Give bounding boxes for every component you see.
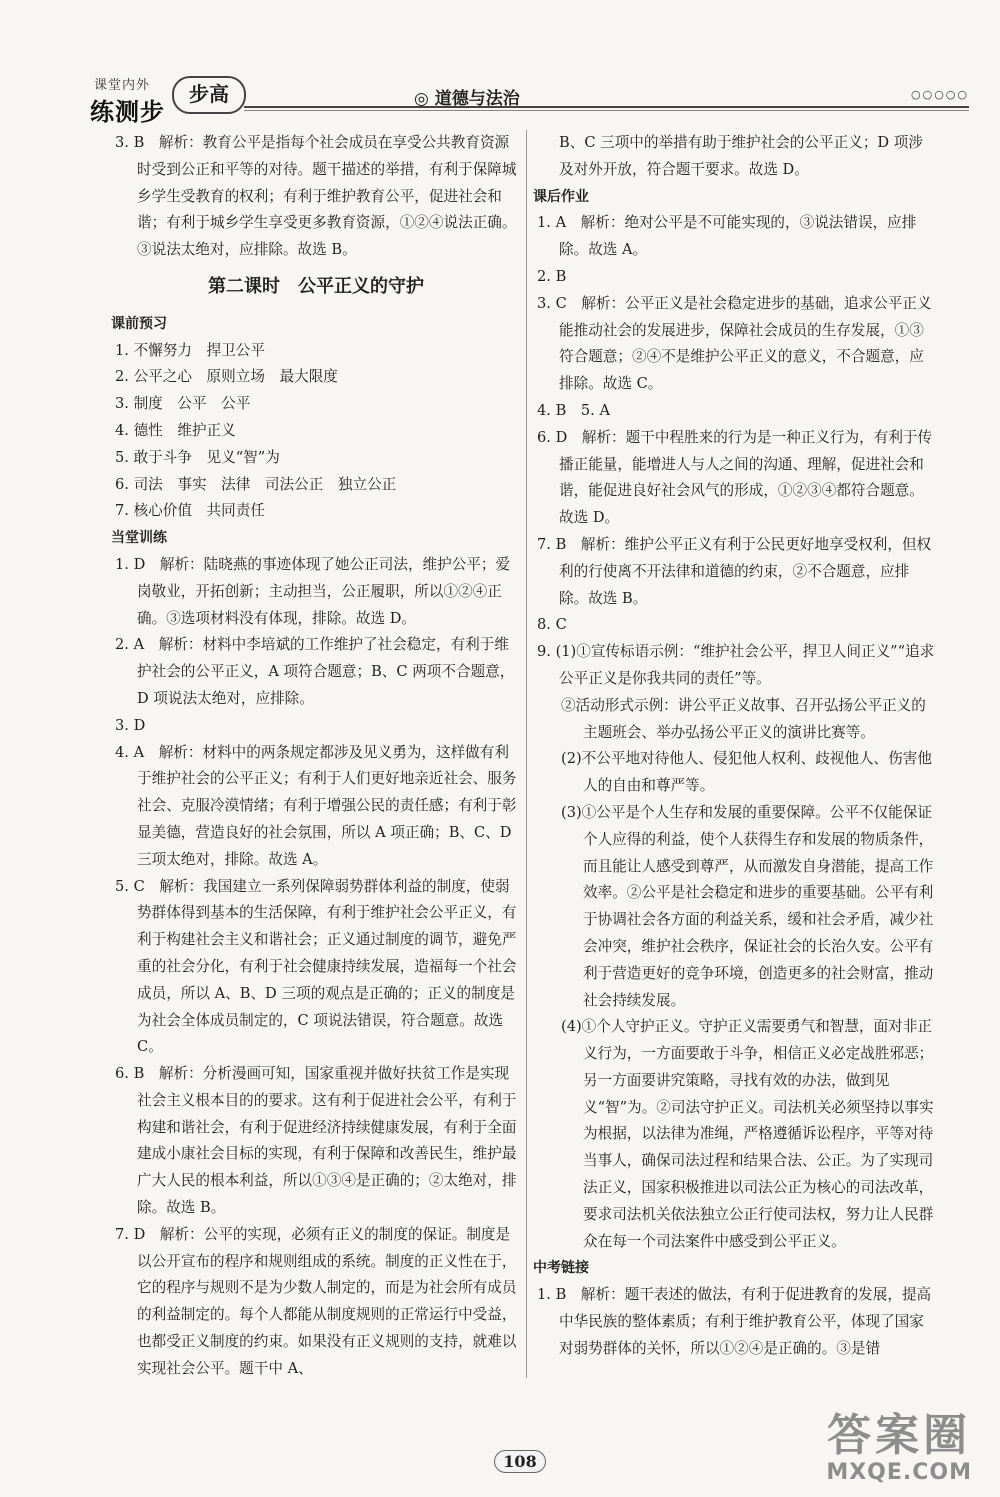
answer-item: 3. 制度 公平 公平 [115,395,251,413]
answer-item: 4. B 5. A [537,401,610,419]
answer-item: 1. B 解析：题干表述的做法，有利于促进教育的发展，提高中华民族的整体素质；有利于维护教育公平，体现了国家对弱势群体的关怀，所以①②④是正确的。③是错 [537,1286,932,1357]
page-header [84,68,969,128]
answer-item: 7. 核心价值 共同责任 [115,502,265,520]
column-divider [526,130,527,1378]
answer-subpart: (2)不公平地对待他人、侵犯他人权利、歧视他人、伤害他人的自由和尊严等。 [561,750,932,795]
section-heading: 中考链接 [533,1260,589,1277]
answer-item: 5. 敢于斗争 见义“智”为 [115,448,280,466]
answer-item: 7. D 解析：公平的实现，必须有正义的制度的保证。制度是以公开宣布的程序和规则组成的系统。制度的正义性在于，它的程序与规则不是为少数人制定的，而是为社会所有成员的利益制定的。每个人都能从制度规则的正常运行中受益，也都受正义制度的约束。如果没有正义规则的支持，就难以实现社会公平。题干中 A、 [115,1225,517,1377]
lesson-title: 第二课时 公平正义的守护 [208,275,424,297]
answer-subpart: (3)①公平是个人生存和发展的重要保障。公平不仅能保证个人应得的利益，使个人获得生存和发展的物质条件，而且能让人感受到尊严，从而激发自身潜能，提高工作效率。②公平是社会稳定和进步的重要基础。公平有利于协调社会各方面的利益关系，缓和社会矛盾，减少社会冲突，维护社会秩序，保证社会的长治久安。公平有利于营造更好的竞争环境，创造更多的社会财富，推动社会持续发展。 [561,803,934,1009]
answer-subpart: (4)①个人守护正义。守护正义需要勇气和智慧，面对非正义行为，一方面要敢于斗争，相信正义必定战胜邪恶；另一方面要讲究策略，寻找有效的办法，做到见义“智”为。②司法守护正义。司法机关必须坚持以事实为根据，以法律为准绳，严格遵循诉讼程序，平等对待当事人，确保司法过程和结果合法、公正。为了实现司法正义，国家积极推进以司法公正为核心的司法改革，要求司法机关依法独立公正行使司法权，努力让人民群众在每一个司法案件中感受到公平正义。 [561,1018,934,1250]
answer-item: 1. 不懈努力 捍卫公平 [115,341,265,359]
answer-item: 3. D [115,716,146,734]
answer-subpart: ②活动形式示例：讲公平正义故事、召开弘扬公平正义的主题班会、举办弘扬公平正义的演讲比赛等。 [561,696,926,741]
answer-item: 3. C 解析：公平正义是社会稳定进步的基础，追求公平正义能推动社会的发展进步，保障社会成员的生存发展，①③符合题意；②④不是维护公平正义的意义，不合题意，应排除。故选 C。 [537,294,932,393]
answer-item: 1. A 解析：绝对公平是不可能实现的，③说法错误，应排除。故选 A。 [537,214,917,259]
answer-item: 6. 司法 事实 法律 司法公正 独立公正 [115,475,397,493]
section-heading: 当堂训练 [111,530,167,547]
subject-title: ◎ 道德与法治 [414,89,520,109]
watermark [826,1412,972,1485]
decorative-dots: ○○○○○ [911,88,969,101]
page-footer [440,1452,600,1471]
answer-item: 9. (1)①宣传标语示例：“维护社会公平，捍卫人间正义”“追求公平正义是你我共同的责任”等。 [537,643,935,687]
answer-item: 2. A 解析：材料中李培斌的工作维护了社会稳定，有利于维护社会的公平正义，A 项符合题意；B、C 两项不合题意，D 项说法太绝对，应排除。 [115,636,515,707]
series-logo: 练测步 [90,98,165,126]
answer-item: 4. 德性 维护正义 [115,421,236,439]
section-heading: 课前预习 [111,315,167,332]
answer-item: 2. 公平之心 原则立场 最大限度 [115,368,338,386]
answer-item: 1. D 解析：陆晓燕的事迹体现了她公正司法，维护公平；爱岗敬业，开拓创新；主动担当，公正履职，所以①②④正确。③选项材料没有体现，排除。故选 D。 [115,555,511,627]
answer-item: 5. C 解析：我国建立一系列保障弱势群体利益的制度，使弱势群体得到基本的生活保障，有利于维护社会公平正义，有利于构建社会主义和谐社会；正义通过制度的调节，避免严重的社会分化，有利于社会健康持续发展，造福每一个社会成员，所以 A、B、D 三项的观点是正确的；正义的制度是为社会全体成员制定的，C 项说法错误，符合题意。故选 C。 [115,877,517,1056]
answer-continuation: B、C 三项中的举措有助于维护社会的公平正义；D 项涉及对外开放，符合题干要求。故选 D。 [559,134,923,178]
answer-item: 6. B 解析：分析漫画可知，国家重视并做好扶贫工作是实现社会主义根本目的的要求。这有利于促进社会公平，有利于构建和谐社会，有利于促进经济持续健康发展，有利于全面建成小康社会目标的实现，有利于保障和改善民生，维护最广大人民的根本利益，所以①③④是正确的；②太绝对，排除。故选 B。 [115,1065,517,1217]
answer-item: 8. C [537,616,567,634]
left-column [111,130,517,1383]
page-number: 108 [494,1450,545,1473]
answer-item: 7. B 解析：维护公平正义有利于公民更好地享受权利，但权利的行使离不开法律和道德的约束，②不合题意，应排除。故选 B。 [537,535,932,607]
header-rule-thin [244,110,969,111]
answer-item: 4. A 解析：材料中的两条规定都涉及见义勇为，这样做有利于维护社会的公平正义；有利于人们更好地亲近社会、服务社会、克服冷漠情绪；有利于增强公民的责任感；有利于彰显美德，营造良好的社会氛围，所以 A 项正确；B、C、D 三项太绝对，排除。故选 A。 [115,743,517,868]
answer-item: 2. B [537,267,567,285]
right-column [533,130,937,1363]
answer-item: 6. D 解析：题干中程胜来的行为是一种正义行为，有利于传播正能量，能增进人与人之间的沟通、理解，促进社会和谐，能促进良好社会风气的形成，①②③④都符合题意。故选 D。 [537,428,933,527]
answer-item: 3. B 解析：教育公平是指每个社会成员在享受公共教育资源时受到公正和平等的对待。题干描述的举措，有利于保障城乡学生受教育的权利；有利于维护教育公平，促进社会和谐；有利于城乡学生享受更多教育资源，①②④说法正确。③说法太绝对，应排除。故选 B。 [115,134,517,259]
watermark-logo: 答案圈 [827,1410,972,1461]
watermark-url: MXQE.COM [826,1460,972,1485]
series-label: 课堂内外 [94,78,151,93]
section-heading: 课后作业 [533,188,589,205]
header-rule [244,106,969,108]
brand-badge: 步高 [172,76,246,114]
